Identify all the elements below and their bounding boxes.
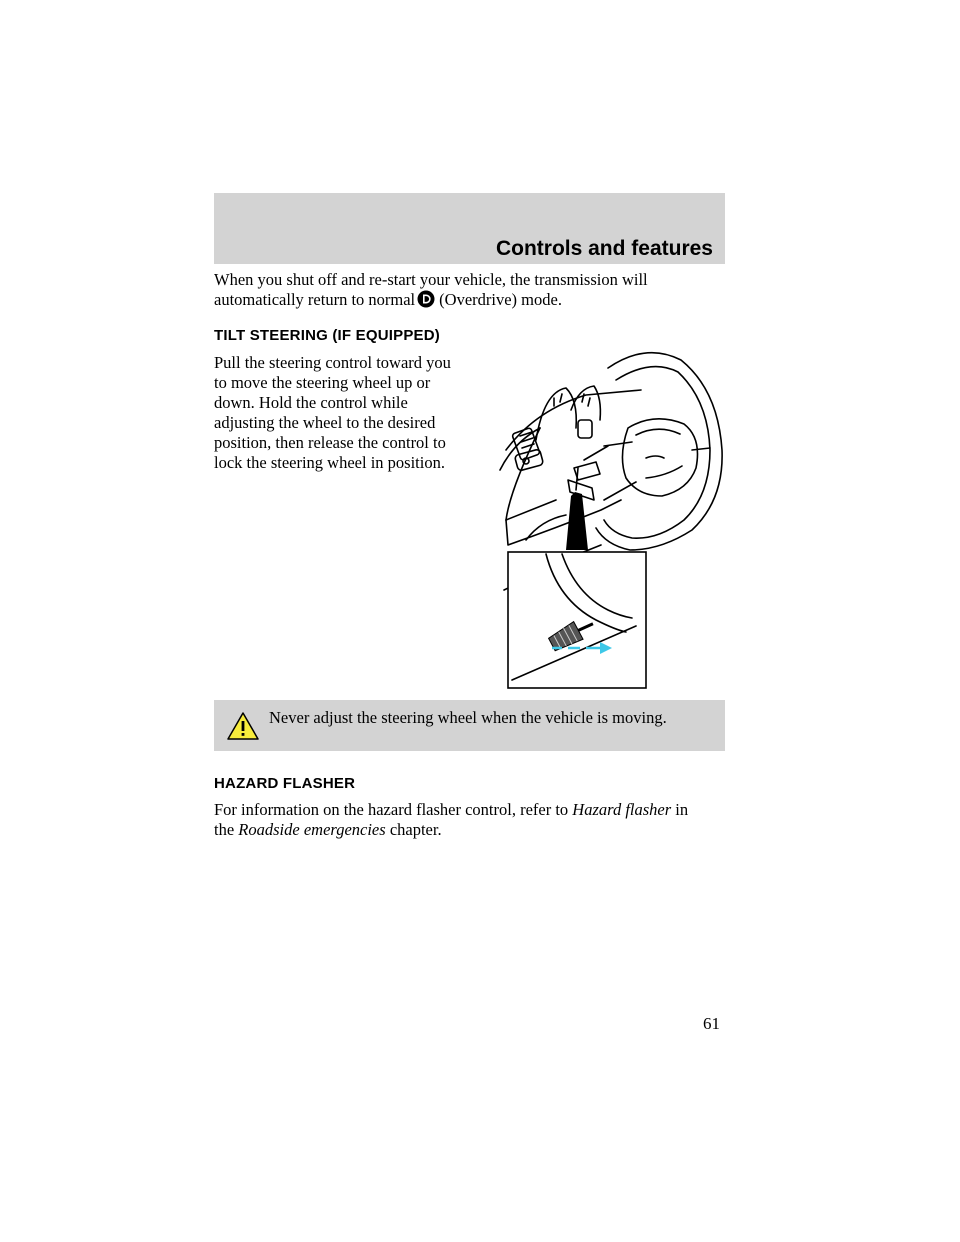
tilt-line-5: position, then release the control to: [214, 433, 446, 452]
tilt-line-2: to move the steering wheel up or: [214, 373, 431, 392]
intro-line-1: When you shut off and re-start your vehicle, the transmission will: [214, 270, 648, 289]
hazard-line-1-text: For information on the hazard flasher control, refer to: [214, 800, 569, 819]
hazard-line-2: [214, 820, 442, 840]
tilt-line-4: adjusting the wheel to the desired: [214, 413, 436, 432]
hazard-line-2-text: the: [214, 820, 235, 839]
tilt-heading: TILT STEERING (IF EQUIPPED): [214, 327, 440, 344]
hazard-line-1: [214, 800, 688, 820]
tilt-steering-illustration: [496, 350, 726, 692]
section-header-band: [214, 193, 725, 264]
intro-line-2-before: automatically return to normal: [214, 290, 416, 309]
tilt-line-1: Pull the steering control toward you: [214, 353, 451, 372]
warning-triangle-icon: [226, 711, 260, 741]
hazard-line-2-end: chapter.: [389, 820, 442, 839]
hazard-heading: HAZARD FLASHER: [214, 775, 356, 792]
section-title: Controls and features: [495, 237, 713, 260]
hazard-line-1-end: in: [675, 800, 689, 819]
intro-line-2-after: (Overdrive) mode.: [439, 290, 562, 309]
hazard-flasher-reference: Hazard flasher: [572, 800, 672, 819]
tilt-line-6: lock the steering wheel in position.: [214, 453, 445, 472]
warning-text: Never adjust the steering wheel when the vehicle is moving.: [269, 708, 667, 727]
warning-box: [214, 700, 725, 751]
intro-line-2: [214, 290, 562, 310]
page-number: 61: [703, 1014, 720, 1033]
tilt-line-3: down. Hold the control while: [214, 393, 408, 412]
roadside-emergencies-reference: Roadside emergencies: [238, 820, 386, 839]
overdrive-d-icon: [417, 290, 435, 308]
